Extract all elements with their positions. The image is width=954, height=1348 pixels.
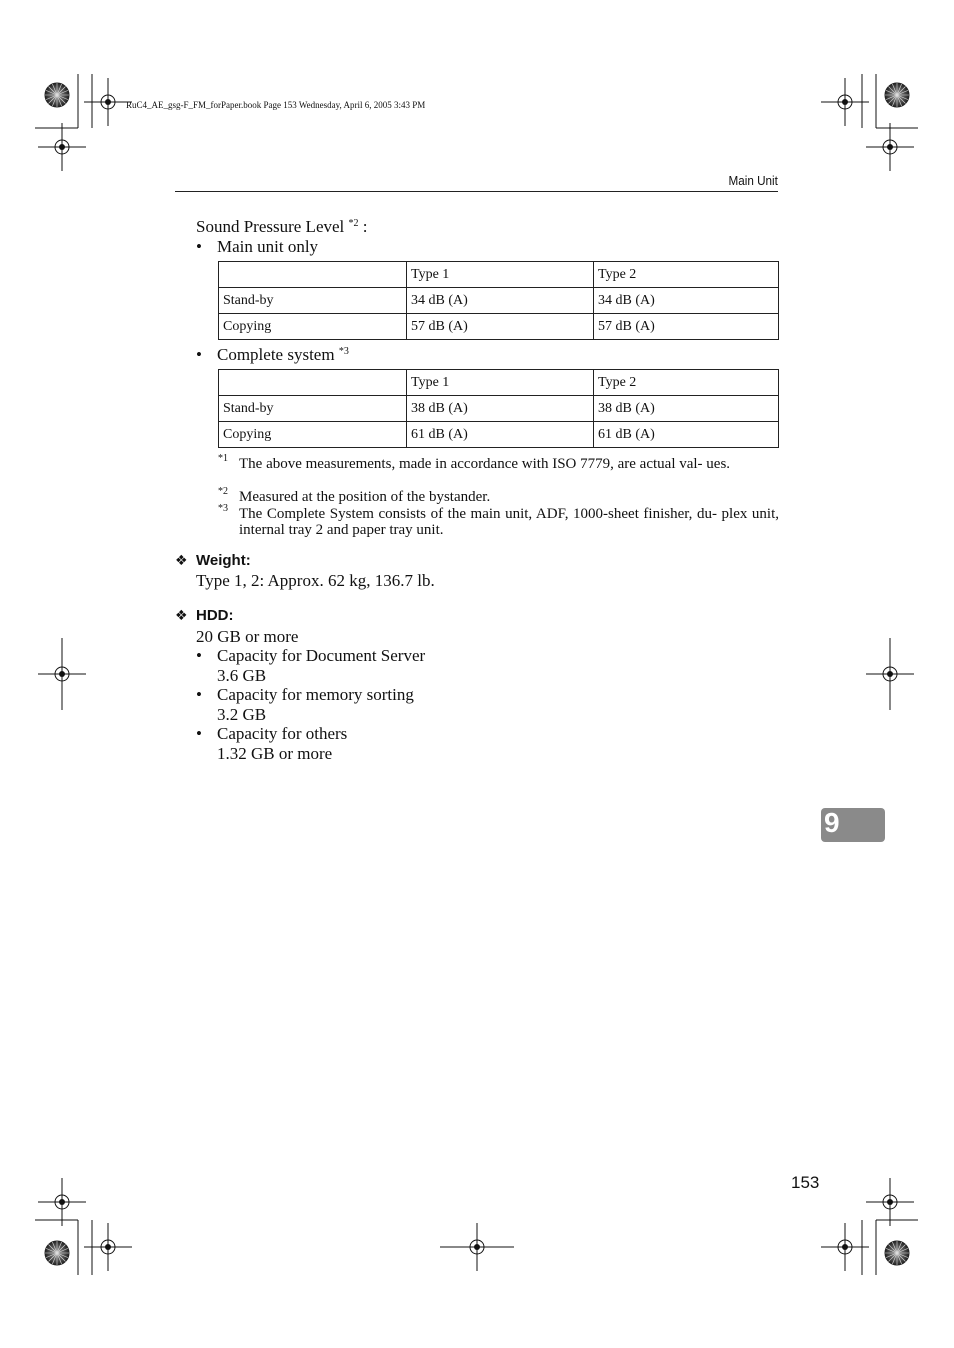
bullet-label: Main unit only bbox=[217, 237, 319, 256]
sound-pressure-title bbox=[196, 217, 368, 237]
registration-mark-icon bbox=[821, 1178, 918, 1275]
table-cell: Stand-by bbox=[219, 288, 407, 314]
footnote-3 bbox=[218, 503, 779, 538]
hdd-value: 20 GB or more bbox=[196, 627, 299, 646]
footnote-2 bbox=[218, 486, 779, 505]
diamond-flower-icon: ❖ bbox=[175, 552, 188, 568]
bullet-icon: • bbox=[196, 646, 202, 665]
table-cell: 57 dB (A) bbox=[594, 314, 779, 340]
hdd-item-label: Capacity for memory sorting bbox=[217, 685, 414, 704]
footnote-text: The above measurements, made in accordance with ISO 7779, are actual val- ues. bbox=[239, 456, 731, 472]
hdd-heading-label: HDD: bbox=[196, 607, 234, 624]
table-cell: Type 1 bbox=[407, 262, 594, 288]
table-header-row bbox=[219, 370, 779, 396]
running-head: Main Unit bbox=[728, 173, 778, 188]
print-header: RuC4_AE_gsg-F_FM_forPaper.book Page 153 Wednesday, April 6, 2005 3:43 PM bbox=[126, 100, 426, 110]
bullet-complete-system bbox=[196, 345, 349, 365]
bullet-icon: • bbox=[196, 685, 202, 704]
table-cell: Type 2 bbox=[594, 262, 779, 288]
page-number: 153 bbox=[791, 1173, 820, 1192]
footnote-text: Measured at the position of the bystander. bbox=[239, 489, 491, 505]
header-rule bbox=[175, 191, 778, 192]
table-cell: 38 dB (A) bbox=[594, 396, 779, 422]
chapter-tab bbox=[821, 808, 885, 842]
table-row bbox=[219, 422, 779, 448]
hdd-heading bbox=[175, 607, 234, 624]
table-cell: Type 2 bbox=[594, 370, 779, 396]
footnote-mark: *3 bbox=[218, 503, 228, 514]
footnote-mark: *2 bbox=[218, 486, 228, 497]
footnote-mark: *1 bbox=[218, 453, 228, 464]
hdd-item-others bbox=[196, 724, 347, 764]
weight-heading bbox=[175, 552, 251, 569]
colon: : bbox=[362, 217, 368, 236]
registration-mark-icon bbox=[821, 74, 918, 171]
table-cell: 61 dB (A) bbox=[594, 422, 779, 448]
sound-pressure-label: Sound Pressure Level bbox=[196, 217, 345, 236]
weight-heading-label: Weight: bbox=[196, 552, 251, 569]
table-cell: 38 dB (A) bbox=[407, 396, 594, 422]
diamond-flower-icon: ❖ bbox=[175, 607, 188, 623]
bullet-icon: • bbox=[196, 237, 202, 256]
hdd-item-document-server bbox=[196, 646, 425, 686]
footnote-text: The Complete System consists of the main unit, ADF, 1000-sheet finisher, du- plex unit, internal tray 2 and paper tray unit. bbox=[239, 506, 779, 538]
hdd-item-value: 3.2 GB bbox=[217, 705, 267, 724]
footnote-1 bbox=[218, 453, 779, 472]
table-cell: Type 1 bbox=[407, 370, 594, 396]
footnote-ref: *2 bbox=[348, 218, 359, 229]
main-unit-sound-table bbox=[218, 261, 779, 340]
bullet-main-unit bbox=[196, 237, 318, 257]
table-cell: Stand-by bbox=[219, 396, 407, 422]
table-cell: 57 dB (A) bbox=[407, 314, 594, 340]
complete-system-sound-table bbox=[218, 369, 779, 448]
table-row bbox=[219, 288, 779, 314]
table-cell: 61 dB (A) bbox=[407, 422, 594, 448]
weight-value: Type 1, 2: Approx. 62 kg, 136.7 lb. bbox=[196, 571, 435, 590]
hdd-item-label: Capacity for Document Server bbox=[217, 646, 426, 665]
table-row bbox=[219, 396, 779, 422]
hdd-item-value: 3.6 GB bbox=[217, 666, 267, 685]
chapter-number: 9 bbox=[824, 807, 840, 838]
hdd-item-value: 1.32 GB or more bbox=[217, 744, 333, 763]
registration-mark-icon bbox=[35, 1178, 132, 1275]
bullet-label: Complete system bbox=[217, 345, 335, 364]
table-header-row bbox=[219, 262, 779, 288]
bullet-icon: • bbox=[196, 345, 202, 364]
hdd-item-memory-sorting bbox=[196, 685, 414, 725]
table-cell bbox=[219, 262, 407, 288]
bullet-icon: • bbox=[196, 724, 202, 743]
table-cell: Copying bbox=[219, 314, 407, 340]
table-cell bbox=[219, 370, 407, 396]
table-cell: 34 dB (A) bbox=[594, 288, 779, 314]
registration-mark-icon bbox=[35, 74, 132, 171]
hdd-item-label: Capacity for others bbox=[217, 724, 348, 743]
footnote-ref: *3 bbox=[338, 346, 349, 357]
table-row bbox=[219, 314, 779, 340]
table-cell: 34 dB (A) bbox=[407, 288, 594, 314]
table-cell: Copying bbox=[219, 422, 407, 448]
